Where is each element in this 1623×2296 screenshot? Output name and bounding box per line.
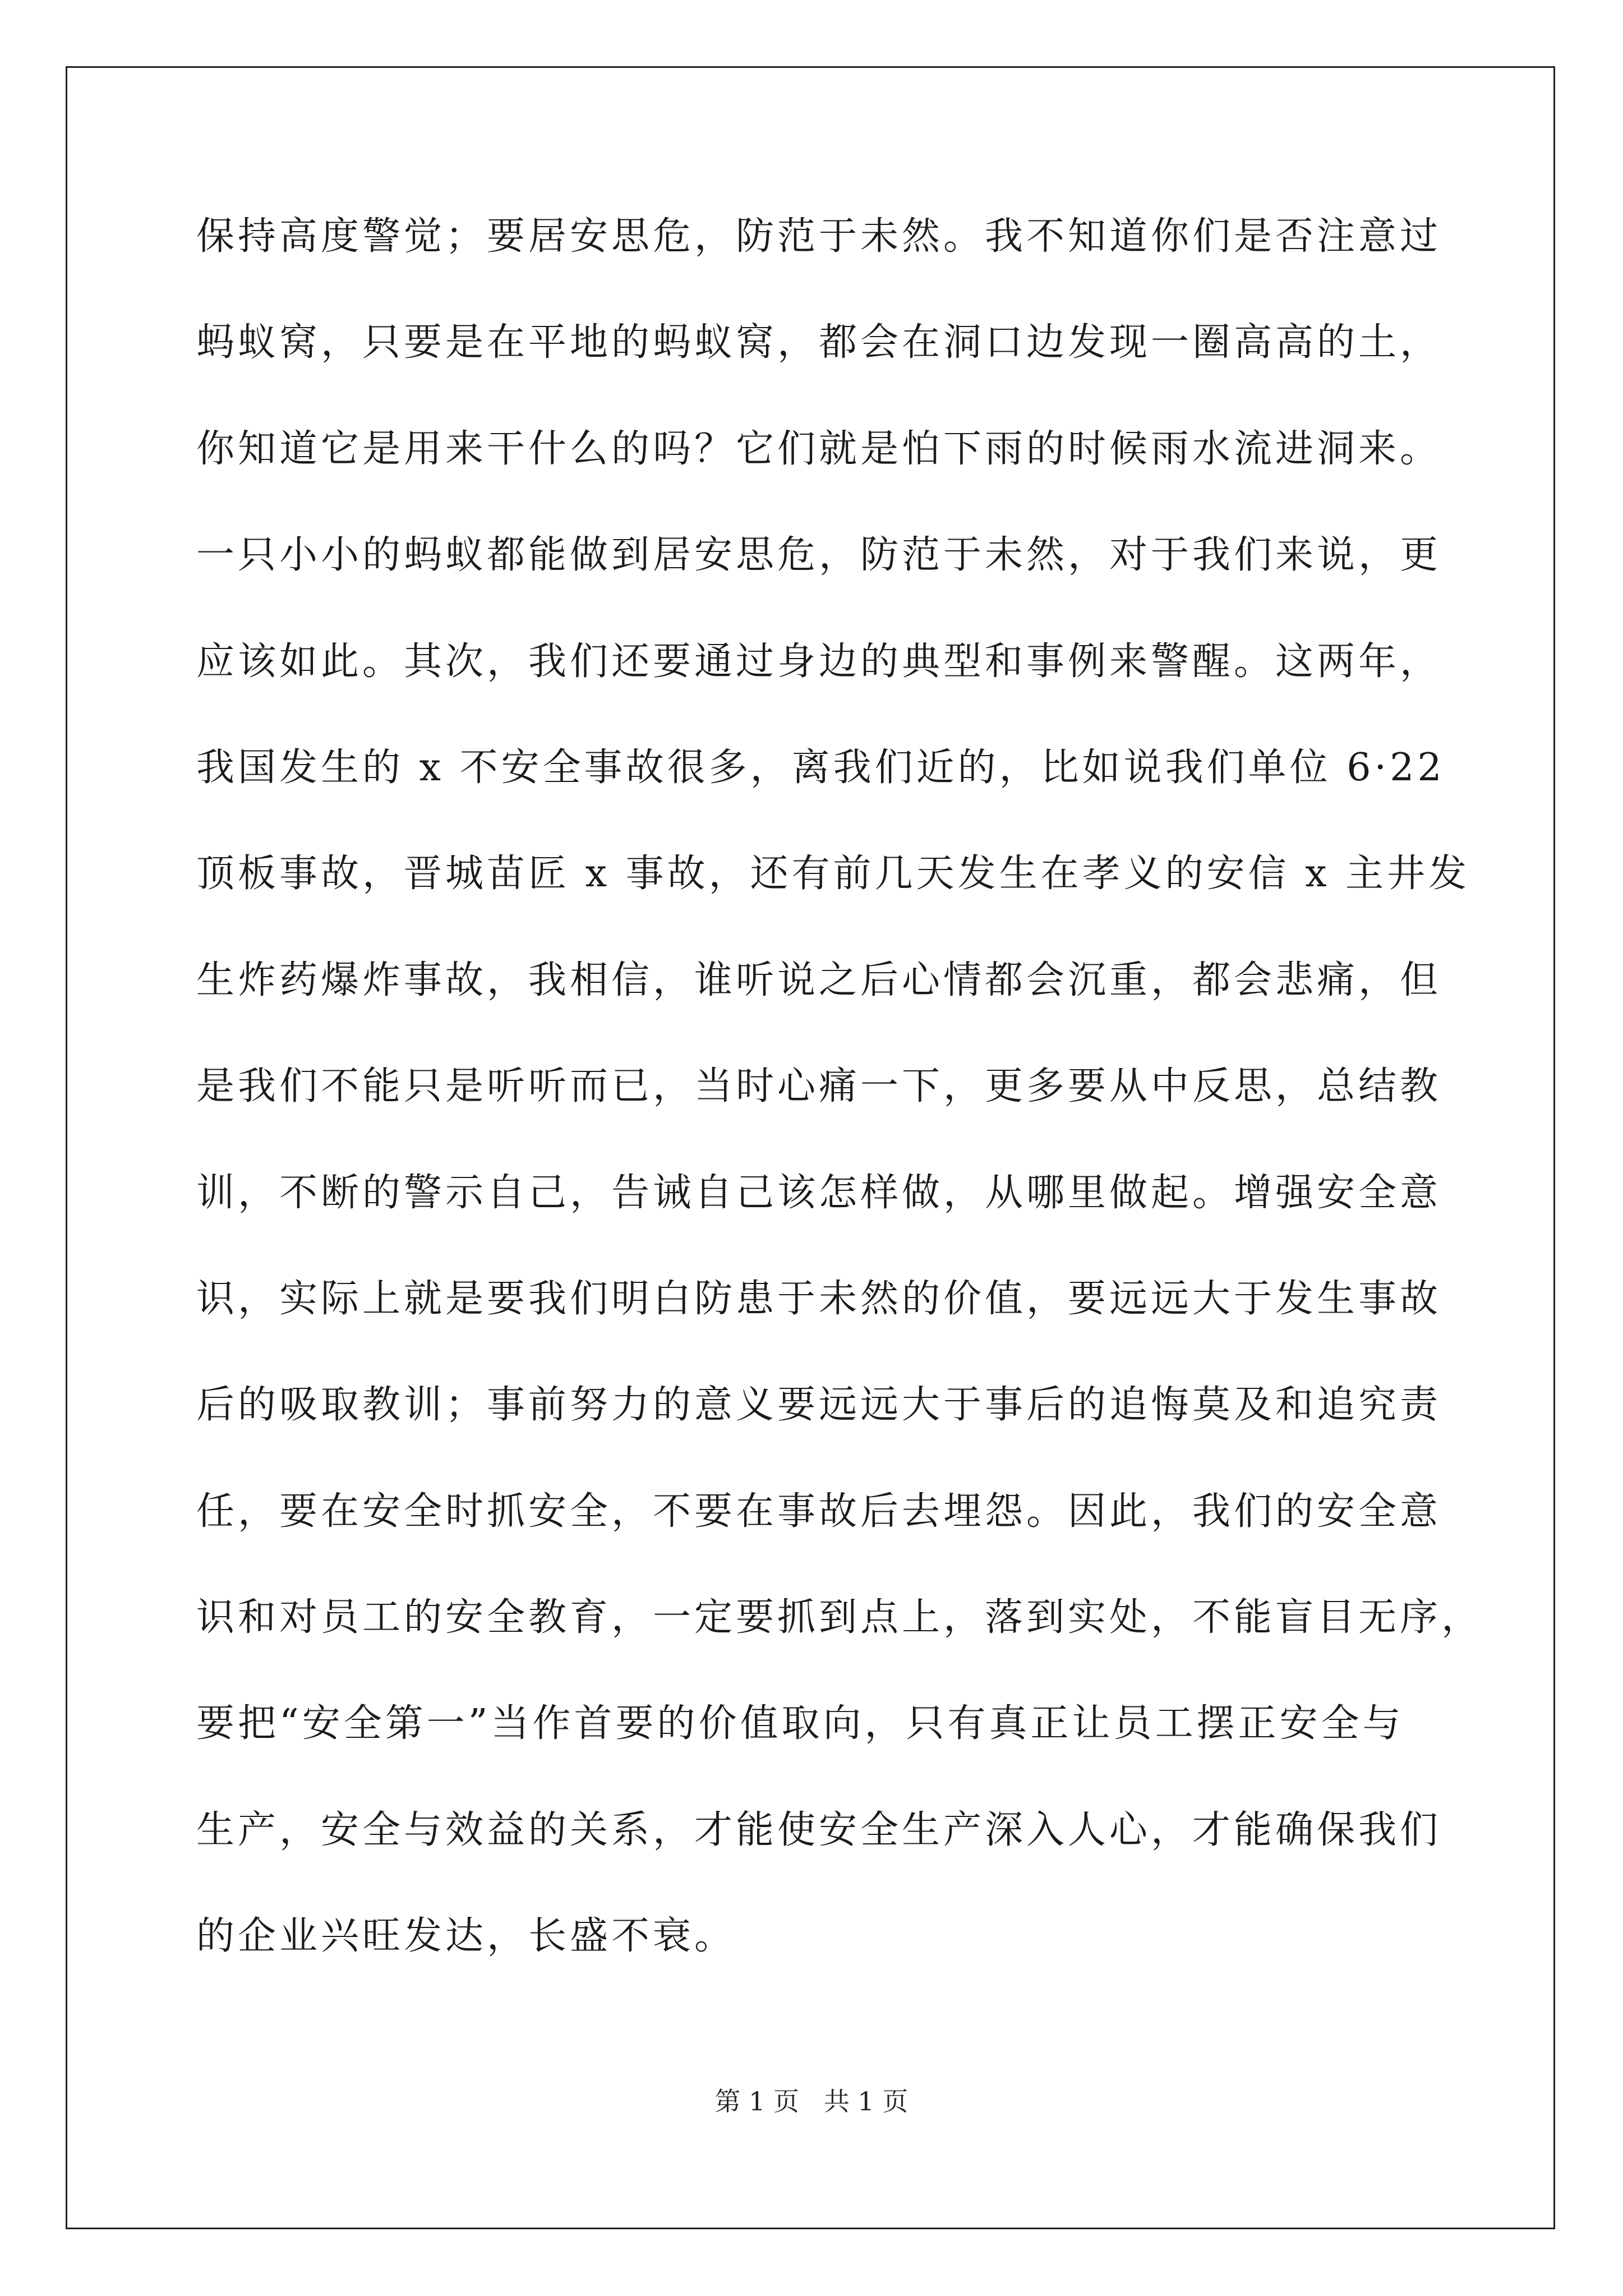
text-line: 任，要在安全时抓安全，不要在事故后去埋怨。因此，我们的安全意 xyxy=(196,1489,1442,1534)
text-line: 顶板事故，晋城苗匠 x 事故，还有前几天发生在孝义的安信 x 主井发 xyxy=(196,852,1470,896)
text-line: 我国发生的 x 不安全事故很多，离我们近的，比如说我们单位 6·22 xyxy=(196,745,1445,790)
text-line: 识，实际上就是要我们明白防患于未然的价值，要远远大于发生事故 xyxy=(196,1276,1442,1321)
document-body xyxy=(196,214,1483,2022)
text-line: 保持高度警觉；要居安思危，防范于未然。我不知道你们是否注意过 xyxy=(196,214,1442,259)
text-line: 蚂蚁窝，只要是在平地的蚂蚁窝，都会在洞口边发现一圈高高的土， xyxy=(196,320,1442,365)
text-line: 一只小小的蚂蚁都能做到居安思危，防范于未然，对于我们来说，更 xyxy=(196,533,1442,578)
text-line: 生产，安全与效益的关系，才能使安全生产深入人心，才能确保我们 xyxy=(196,1807,1442,1852)
text-line: 训，不断的警示自己，告诫自己该怎样做，从哪里做起。增强安全意 xyxy=(196,1170,1442,1215)
text-line: 后的吸取教训；事前努力的意义要远远大于事后的追悔莫及和追究责 xyxy=(196,1383,1442,1428)
text-line: 的企业兴旺发达，长盛不衰。 xyxy=(196,1914,736,1959)
text-line: 应该如此。其次，我们还要通过身边的典型和事例来警醒。这两年， xyxy=(196,639,1442,684)
text-line: 生炸药爆炸事故，我相信，谁听说之后心情都会沉重，都会悲痛，但 xyxy=(196,958,1442,1002)
page-number-footer: 第 1 页 共 1 页 xyxy=(714,2086,909,2116)
text-line: 你知道它是用来干什么的吗？它们就是怕下雨的时候雨水流进洞来。 xyxy=(196,426,1442,471)
text-line: 是我们不能只是听听而已，当时心痛一下，更多要从中反思，总结教 xyxy=(196,1064,1442,1109)
text-line: 识和对员工的安全教育，一定要抓到点上，落到实处，不能盲目无序， xyxy=(196,1595,1483,1640)
text-line: 要把“安全第一”当作首要的价值取向，只有真正让员工摆正安全与 xyxy=(196,1701,1404,1746)
